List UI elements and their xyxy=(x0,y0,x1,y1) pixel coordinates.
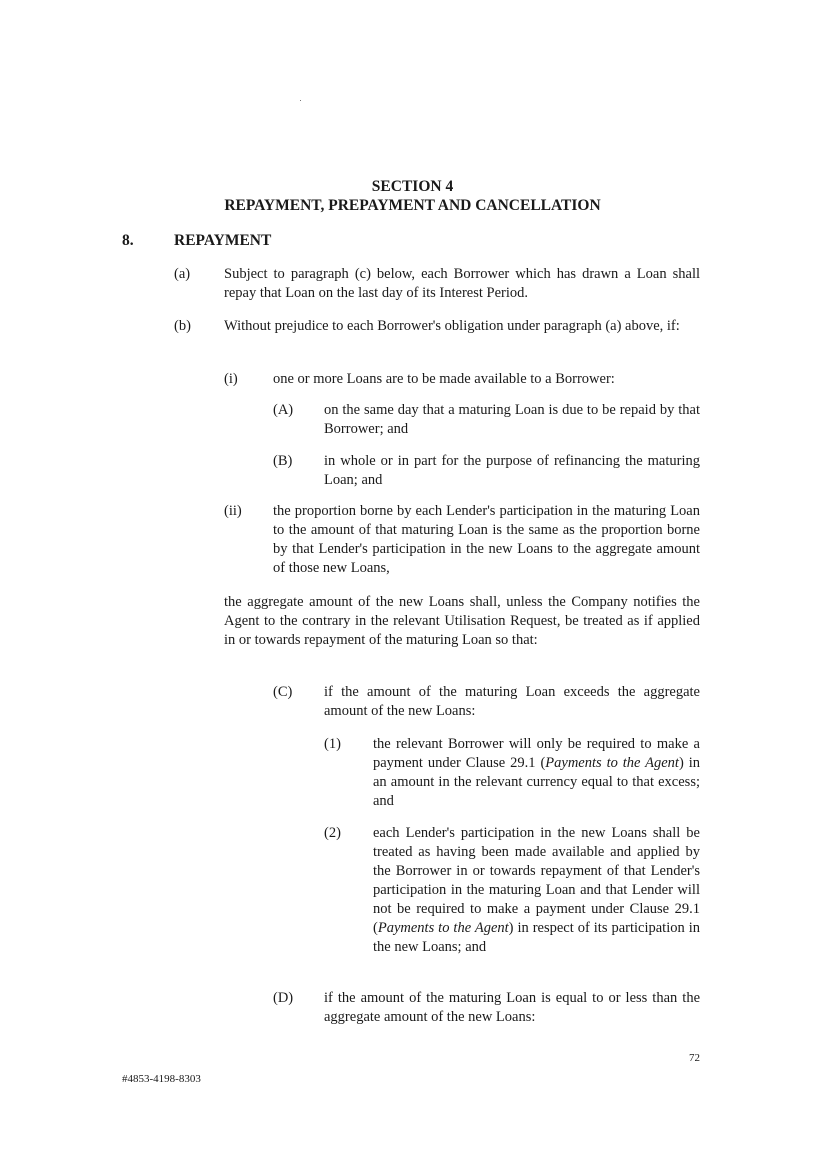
item-D-label: (D) xyxy=(273,990,294,1006)
item-A-label: (A) xyxy=(273,402,294,418)
item-ii-text: the proportion borne by each Lender's participation in the maturing Loan to the amount of that maturing Loan is the same as the proportion borne by that Lender's participation in the new Loans to the aggregate amount of those new Loans, xyxy=(273,503,700,576)
page-number: 72 xyxy=(689,1052,700,1064)
section-title: REPAYMENT, PREPAYMENT AND CANCELLATION xyxy=(224,197,601,214)
item-2-label: (2) xyxy=(324,825,341,841)
stray-mark xyxy=(300,100,301,101)
document-reference: #4853-4198-8303 xyxy=(122,1073,201,1085)
item-ii-label: (ii) xyxy=(224,503,242,519)
item-b-text: Without prejudice to each Borrower's obligation under paragraph (a) above, if: xyxy=(224,318,680,334)
item-b-label: (b) xyxy=(174,318,191,334)
item-a-label: (a) xyxy=(174,266,191,282)
section-number: SECTION 4 xyxy=(371,178,454,195)
item-2-text: each Lender's participation in the new Loans shall be treated as having been made available and applied by the Borrower in or towards repayment of that Lender's participation in the maturing Loan and that Lender will not be required to make a payment under Clause 29.1 (Payments to the Agent) in respect of its participation in the new Loans; and xyxy=(373,825,700,955)
item-1-text: the relevant Borrower will only be required to make a payment under Clause 29.1 (Payments to the Agent) in an amount in the relevant currency equal to that excess; and xyxy=(373,736,700,809)
item-i-text: one or more Loans are to be made available to a Borrower: xyxy=(273,371,615,387)
item-B-label: (B) xyxy=(273,453,293,469)
item-1-label: (1) xyxy=(324,736,341,752)
clause-title: REPAYMENT xyxy=(174,232,272,249)
item-a-text: Subject to paragraph (c) below, each Borrower which has drawn a Loan shall repay that Loan on the last day of its Interest Period. xyxy=(224,266,700,301)
item-1-italic-ref: Payments to the Agent xyxy=(545,755,679,771)
item-i-label: (i) xyxy=(224,371,238,387)
item-B-text: in whole or in part for the purpose of refinancing the maturing Loan; and xyxy=(324,453,700,488)
item-A-text: on the same day that a maturing Loan is due to be repaid by that Borrower; and xyxy=(324,402,700,437)
item-C-label: (C) xyxy=(273,684,293,700)
clause-number: 8. xyxy=(122,232,134,249)
item-2-italic-ref: Payments to the Agent xyxy=(377,920,509,936)
continuation-paragraph: the aggregate amount of the new Loans shall, unless the Company notifies the Agent to the contrary in the relevant Utilisation Request, be treated as if applied in or towards repayment of the maturing Loan so that: xyxy=(224,594,700,648)
item-D-text: if the amount of the maturing Loan is equal to or less than the aggregate amount of the new Loans: xyxy=(324,990,700,1025)
item-C-text: if the amount of the maturing Loan exceeds the aggregate amount of the new Loans: xyxy=(324,684,700,719)
